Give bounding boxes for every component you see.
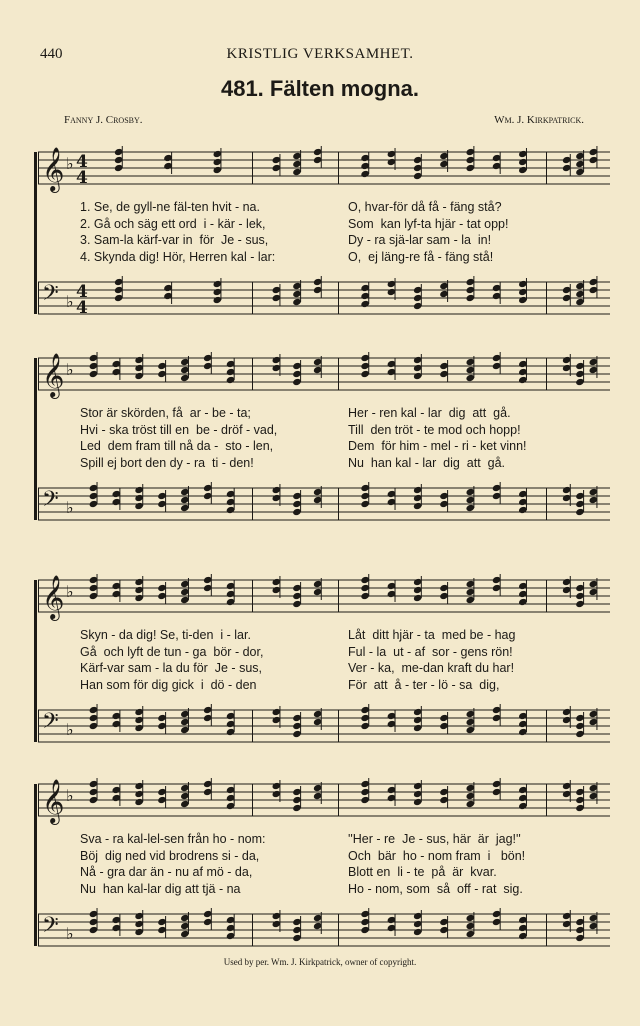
bass-clef-icon: 𝄢: [42, 487, 59, 517]
lyric-first-half: Böj dig ned vid brodrens si - da,: [80, 848, 260, 863]
lyric-second-half: Och bär ho - nom fram i bön!: [348, 848, 526, 863]
treble-clef-icon: 𝄞: [42, 575, 65, 619]
lyric-line: [38, 628, 610, 646]
lyric-line: [38, 661, 610, 679]
flat-icon: ♭: [66, 498, 74, 517]
lyric-first-half: Hvi - ska tröst till en be - dröf - vad,: [80, 422, 278, 437]
flat-icon: ♭: [66, 360, 74, 379]
author-credit: Fanny J. Crosby.: [64, 114, 143, 126]
lyric-second-half: Som kan lyf-ta hjär - tat opp!: [348, 216, 509, 231]
copyright-footer: Used by per. Wm. J. Kirkpatrick, owner of copyright.: [223, 957, 417, 967]
system-bracket: [34, 784, 37, 946]
lyric-first-half: Sva - ra kal-lel-sen från ho - nom:: [80, 832, 266, 846]
lyric-line: [38, 233, 610, 251]
lyric-first-half: Han som för dig gick i dö - den: [80, 677, 257, 692]
lyric-line: [38, 645, 610, 663]
system-bracket: [34, 358, 37, 520]
flat-icon: ♭: [66, 924, 74, 943]
music-system: [38, 340, 610, 540]
lyric-first-half: Stor är skörden, få ar - be - ta;: [80, 406, 251, 420]
lyric-line: [38, 439, 610, 457]
lyric-second-half: Her - ren kal - lar dig att gå.: [348, 406, 511, 420]
lyric-first-half: 2. Gå och säg ett ord i - kär - lek,: [80, 216, 266, 231]
lyric-first-half: Kärf-var sam - la du för Je - sus,: [80, 661, 262, 675]
lyric-first-half: 4. Skynda dig! Hör, Herren kal - lar:: [80, 249, 276, 264]
bass-clef-icon: 𝄢: [42, 709, 59, 739]
treble-clef-icon: 𝄞: [42, 353, 65, 397]
composer-credit: Wm. J. Kirkpatrick.: [494, 114, 584, 126]
lyric-first-half: Led dem fram till nå da - sto - len,: [80, 439, 274, 453]
lyric-first-half: Spill ej bort den dy - ra ti - den!: [80, 455, 254, 470]
time-signature-digit: 4: [76, 152, 88, 172]
music-system: [38, 134, 610, 334]
flat-icon: ♭: [66, 720, 74, 739]
time-signature-digit: 4: [76, 168, 88, 188]
flat-icon: ♭: [66, 582, 74, 601]
time-signature-digit: 4: [76, 282, 88, 302]
page-number: 440: [40, 46, 63, 62]
treble-staff: [38, 776, 610, 836]
lyric-first-half: Skyn - da dig! Se, ti-den i - lar.: [80, 628, 251, 642]
lyric-line: [38, 832, 610, 850]
lyric-second-half: O, hvar-för då få - fäng stå?: [348, 200, 502, 214]
bass-staff: [38, 274, 610, 334]
lyric-second-half: Blott en li - te på är kvar.: [348, 865, 497, 879]
lyric-line: [38, 456, 610, 474]
music-system: [38, 562, 610, 762]
bass-clef-icon: 𝄢: [42, 913, 59, 943]
system-bracket: [34, 580, 37, 742]
lyric-second-half: Dem för him - mel - ri - ket vinn!: [348, 439, 527, 453]
hymn-title: 481. Fälten mogna.: [220, 76, 420, 101]
lyric-first-half: Nu han kal-lar dig att tjä - na: [80, 881, 241, 896]
running-head: KRISTLIG VERKSAMHET.: [226, 46, 414, 62]
treble-clef-icon: 𝄞: [42, 147, 65, 191]
lyric-second-half: Låt ditt hjär - ta med be - hag: [348, 628, 516, 642]
treble-staff: [38, 144, 610, 204]
lyric-line: [38, 217, 610, 235]
lyric-first-half: Nå - gra dar än - nu af mö - da,: [80, 865, 253, 879]
flat-icon: ♭: [66, 154, 74, 173]
treble-staff: [38, 572, 610, 632]
lyric-second-half: Till den tröt - te mod och hopp!: [348, 422, 521, 437]
lyric-line: [38, 849, 610, 867]
lyric-second-half: O, ej läng-re få - fäng stå!: [348, 249, 494, 264]
flat-icon: ♭: [66, 786, 74, 805]
lyric-first-half: 1. Se, de gyll-ne fäl-ten hvit - na.: [80, 200, 260, 214]
system-bracket: [34, 152, 37, 314]
lyric-second-half: Ho - nom, som så off - rat sig.: [348, 881, 523, 896]
lyric-first-half: Gå och lyft de tun - ga bör - dor,: [80, 644, 264, 659]
lyric-second-half: ''Her - re Je - sus, här är jag!'': [348, 832, 521, 846]
lyric-line: [38, 200, 610, 218]
treble-clef-icon: 𝄞: [42, 779, 65, 823]
bass-clef-icon: 𝄢: [42, 281, 59, 311]
lyric-line: [38, 882, 610, 900]
lyric-second-half: Nu han kal - lar dig att gå.: [348, 455, 506, 470]
lyric-line: [38, 865, 610, 883]
lyric-line: [38, 678, 610, 696]
treble-staff: [38, 350, 610, 410]
lyric-line: [38, 423, 610, 441]
lyric-second-half: För att å - ter - lö - sa dig,: [348, 677, 500, 692]
bass-staff: [38, 702, 610, 762]
lyric-line: [38, 250, 610, 268]
flat-icon: ♭: [66, 292, 74, 311]
lyric-second-half: Ful - la ut - af sor - gens rön!: [348, 644, 513, 659]
lyric-second-half: Dy - ra sjä-lar sam - la in!: [348, 233, 492, 247]
bass-staff: [38, 480, 610, 540]
lyric-first-half: 3. Sam-la kärf-var in för Je - sus,: [80, 233, 269, 247]
music-system: [38, 766, 610, 966]
lyric-second-half: Ver - ka, me-dan kraft du har!: [348, 661, 515, 675]
lyric-line: [38, 406, 610, 424]
time-signature-digit: 4: [76, 298, 88, 318]
